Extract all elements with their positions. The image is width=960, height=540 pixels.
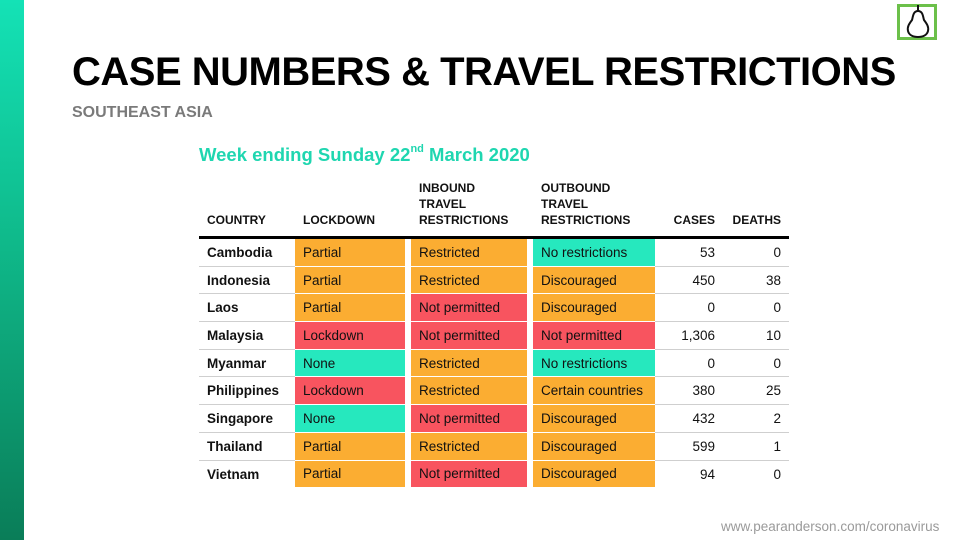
table-row bbox=[199, 350, 789, 378]
table-row bbox=[199, 461, 789, 489]
side-accent-bar bbox=[0, 0, 24, 540]
cell-country: Vietnam bbox=[207, 466, 260, 482]
table-row bbox=[199, 267, 789, 295]
pear-icon bbox=[903, 3, 933, 39]
cell-outbound: No restrictions bbox=[533, 239, 655, 267]
week-suffix: March 2020 bbox=[423, 144, 530, 165]
cell-deaths: 0 bbox=[723, 350, 789, 378]
cell-outbound: Certain countries bbox=[533, 377, 655, 405]
cell-cases: 432 bbox=[655, 405, 723, 433]
cell-outbound: Discouraged bbox=[533, 294, 655, 322]
brand-logo bbox=[897, 4, 937, 40]
cell-deaths: 38 bbox=[723, 267, 789, 295]
cell-deaths: 0 bbox=[723, 239, 789, 267]
cell-lockdown: Lockdown bbox=[295, 377, 405, 405]
cell-deaths: 0 bbox=[723, 294, 789, 322]
cell-inbound: Not permitted bbox=[411, 461, 527, 489]
col-deaths: DEATHS bbox=[723, 180, 789, 239]
cell-cases: 0 bbox=[655, 350, 723, 378]
week-prefix: Week ending Sunday 22 bbox=[199, 144, 411, 165]
cell-country: Malaysia bbox=[199, 322, 295, 350]
col-outbound-line1: OUTBOUND bbox=[541, 181, 611, 195]
cell-cases: 380 bbox=[655, 377, 723, 405]
week-ordinal: nd bbox=[410, 142, 424, 155]
table-header-row bbox=[199, 180, 789, 239]
cell-outbound: Discouraged bbox=[533, 405, 655, 433]
cell-outbound: Discouraged bbox=[533, 267, 655, 295]
footer-url: www.pearanderson.com/coronavirus bbox=[721, 519, 940, 534]
cell-lockdown: Partial bbox=[295, 294, 405, 322]
col-outbound-line2: TRAVEL bbox=[541, 197, 589, 211]
col-lockdown: LOCKDOWN bbox=[295, 180, 405, 239]
cell-lockdown: None bbox=[295, 405, 405, 433]
cell-inbound: Restricted bbox=[411, 267, 527, 295]
table-row bbox=[199, 433, 789, 461]
cell-cases: 94 bbox=[699, 466, 715, 482]
cell-country: Myanmar bbox=[199, 350, 295, 378]
cell-inbound: Restricted bbox=[411, 377, 527, 405]
cell-inbound: Not permitted bbox=[411, 405, 527, 433]
cell-deaths: 1 bbox=[723, 433, 789, 461]
week-heading bbox=[199, 144, 530, 166]
cell-lockdown: None bbox=[295, 350, 405, 378]
table-row bbox=[199, 377, 789, 405]
cell-inbound: Not permitted bbox=[411, 294, 527, 322]
cell-lockdown: Partial bbox=[295, 239, 405, 267]
cell-lockdown: Partial bbox=[295, 267, 405, 295]
cell-deaths: 25 bbox=[723, 377, 789, 405]
table-row bbox=[199, 294, 789, 322]
cell-outbound: No restrictions bbox=[533, 350, 655, 378]
cell-lockdown: Partial bbox=[295, 461, 405, 489]
col-inbound-line2: RESTRICTIONS bbox=[419, 213, 509, 227]
col-cases: CASES bbox=[655, 180, 723, 239]
cell-cases: 53 bbox=[655, 239, 723, 267]
page-subtitle: SOUTHEAST ASIA bbox=[72, 104, 213, 121]
cell-deaths: 2 bbox=[723, 405, 789, 433]
cell-inbound: Not permitted bbox=[411, 322, 527, 350]
col-country: COUNTRY bbox=[199, 180, 295, 239]
table-row bbox=[199, 239, 789, 267]
cell-cases: 1,306 bbox=[655, 322, 723, 350]
col-inbound-line1: INBOUND TRAVEL bbox=[419, 181, 475, 211]
cell-cases: 0 bbox=[655, 294, 723, 322]
page-title: CASE NUMBERS & TRAVEL RESTRICTIONS bbox=[72, 50, 896, 94]
col-outbound bbox=[533, 180, 655, 239]
restrictions-table bbox=[199, 180, 789, 488]
table-row bbox=[199, 405, 789, 433]
cell-country: Thailand bbox=[199, 433, 295, 461]
cell-cases: 599 bbox=[655, 433, 723, 461]
table-row bbox=[199, 322, 789, 350]
cell-country: Philippines bbox=[199, 377, 295, 405]
cell-deaths: 0 bbox=[773, 466, 781, 482]
cell-inbound: Restricted bbox=[411, 239, 527, 267]
col-inbound bbox=[411, 180, 527, 239]
cell-country: Singapore bbox=[199, 405, 295, 433]
cell-lockdown: Partial bbox=[295, 433, 405, 461]
cell-deaths: 10 bbox=[723, 322, 789, 350]
cell-lockdown: Lockdown bbox=[295, 322, 405, 350]
cell-outbound: Discouraged bbox=[533, 433, 655, 461]
col-outbound-line3: RESTRICTIONS bbox=[541, 213, 631, 227]
cell-country: Laos bbox=[199, 294, 295, 322]
cell-cases: 450 bbox=[655, 267, 723, 295]
cell-inbound: Restricted bbox=[411, 433, 527, 461]
cell-country: Cambodia bbox=[199, 239, 295, 267]
table-body bbox=[199, 239, 789, 488]
cell-outbound: Discouraged bbox=[533, 461, 655, 489]
cell-inbound: Restricted bbox=[411, 350, 527, 378]
cell-outbound: Not permitted bbox=[533, 322, 655, 350]
cell-country: Indonesia bbox=[199, 267, 295, 295]
